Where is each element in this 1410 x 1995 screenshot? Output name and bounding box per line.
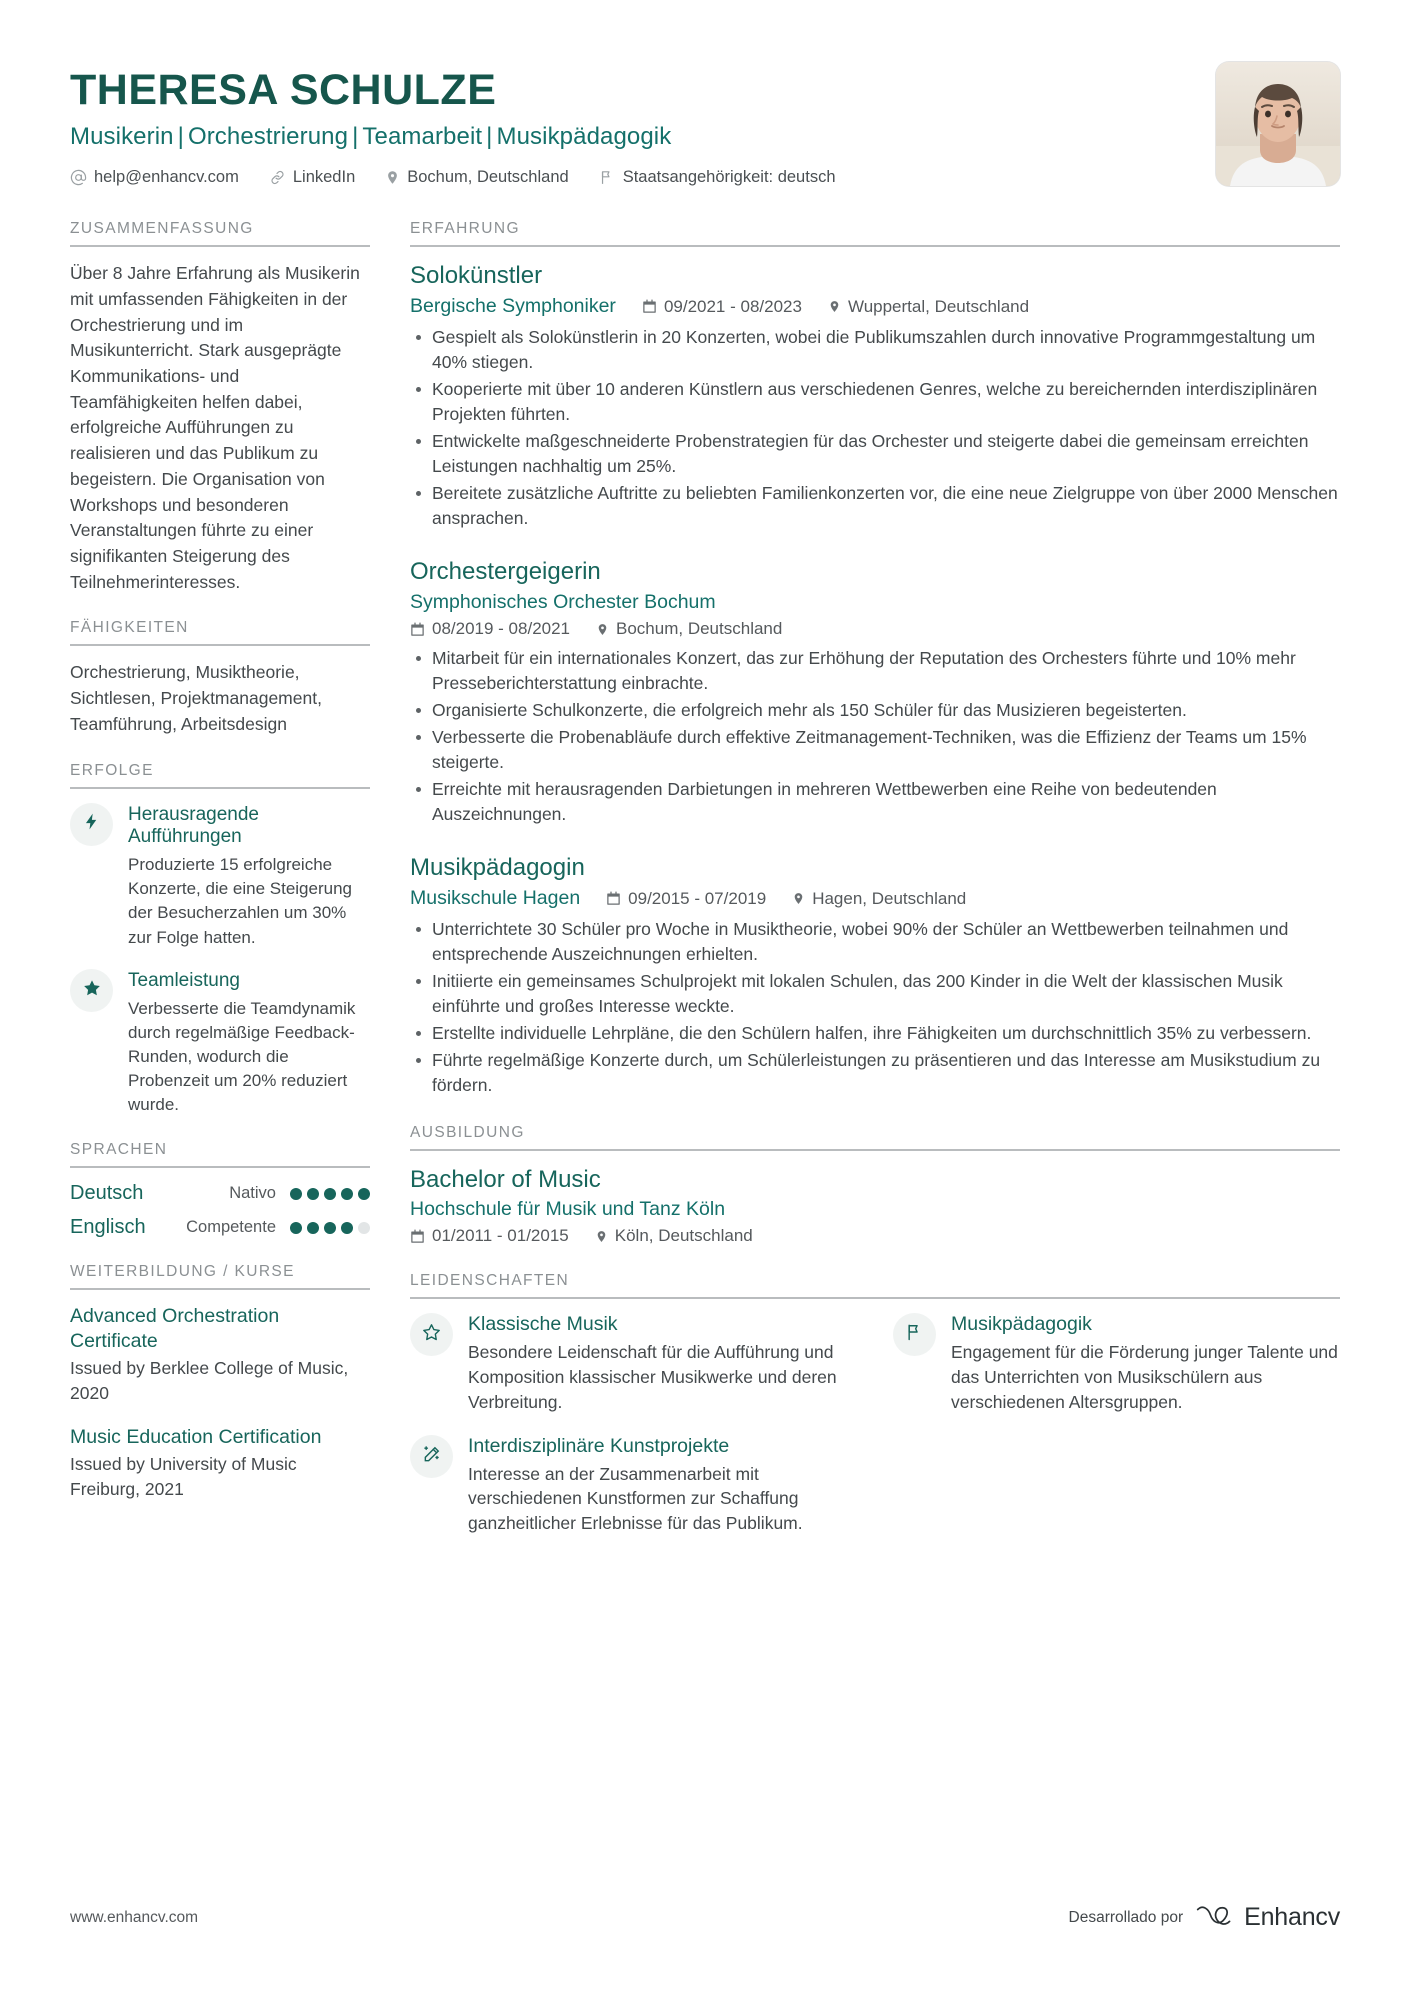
headline-roles — [70, 123, 866, 151]
rating-dot — [341, 1222, 353, 1234]
course-title: Advanced Orchestration Certificate — [70, 1305, 280, 1352]
job-location-label: Hagen, Deutschland — [812, 888, 967, 908]
education-location-label: Köln, Deutschland — [614, 1226, 753, 1246]
location-pin-icon — [595, 1229, 608, 1244]
section-languages-title: SPRACHEN — [70, 1141, 168, 1159]
role-3: Musikpädagogik — [496, 123, 672, 151]
section-achievements-title: ERFOLGE — [70, 761, 154, 779]
language-level: Nativo — [229, 1184, 276, 1203]
section-passions-title: LEIDENSCHAFTEN — [410, 1272, 570, 1290]
job-date — [606, 889, 766, 909]
page-title: THERESA SCHULZE — [70, 66, 497, 114]
passion-desc: Besondere Leidenschaft für die Aufführung und Komposition klassischer Musikwerke und deren Verbreitung. — [468, 1342, 837, 1412]
section-skills — [70, 619, 370, 737]
section-courses — [70, 1263, 370, 1502]
section-experience-title: ERFAHRUNG — [410, 220, 520, 238]
experience-entry — [410, 853, 1340, 1098]
achievement-desc: Produzierte 15 erfolgreiche Konzerte, die eine Steigerung der Besucherzahlen um 30% zur Folge hatten. — [128, 855, 352, 947]
role-1: Orchestrierung — [187, 123, 349, 151]
section-divider — [70, 1166, 370, 1168]
education-school: Hochschule für Musik und Tanz Köln — [410, 1198, 726, 1221]
education-degree: Bachelor of Music — [410, 1166, 601, 1194]
lightning-bolt-icon — [82, 812, 101, 836]
avatar — [1216, 62, 1340, 186]
section-education-title: AUSBILDUNG — [410, 1124, 525, 1142]
section-divider — [70, 1288, 370, 1290]
achievement-title: Herausragende Aufführungen — [128, 803, 259, 848]
section-skills-title: FÄHIGKEITEN — [70, 619, 189, 637]
footer-branding — [1069, 1902, 1340, 1933]
job-location-label: Bochum, Deutschland — [616, 619, 783, 639]
job-meta-row — [410, 887, 1340, 910]
job-company: Bergische Symphoniker — [410, 295, 616, 318]
language-rating-group — [229, 1184, 370, 1203]
star-outline-icon — [421, 1322, 442, 1348]
rating-dot — [324, 1222, 336, 1234]
job-role: Musikpädagogin — [410, 854, 585, 882]
contact-linkedin[interactable] — [269, 168, 355, 187]
achievement-item — [70, 969, 370, 1117]
link-icon — [269, 169, 286, 186]
language-rating-group — [186, 1218, 370, 1237]
section-divider — [70, 245, 370, 247]
passion-body — [468, 1313, 857, 1414]
role-separator-2: | — [486, 123, 493, 151]
passion-body — [951, 1313, 1340, 1414]
contact-linkedin-label: LinkedIn — [292, 168, 356, 187]
language-rating-dots — [290, 1188, 370, 1200]
language-row — [70, 1182, 370, 1205]
job-role: Solokünstler — [410, 262, 543, 290]
job-bullet: Erreichte mit herausragenden Darbietungen in mehreren Wettbewerben eine Reihe von bedeutenden Auszeichnungen. — [410, 777, 1340, 827]
calendar-icon — [642, 299, 657, 314]
course-subtitle: Issued by University of Music Freiburg, 2021 — [70, 1453, 297, 1499]
page-footer — [70, 1902, 1340, 1933]
job-date-label: 09/2015 - 07/2019 — [628, 888, 767, 908]
flag-icon — [599, 169, 616, 186]
job-meta-row — [410, 619, 1340, 639]
section-divider — [410, 1149, 1340, 1151]
section-summary-title: ZUSAMMENFASSUNG — [70, 220, 254, 238]
achievement-body — [128, 803, 370, 950]
job-date-label: 08/2019 - 08/2021 — [432, 619, 571, 639]
brand-name: Enhancv — [1244, 1903, 1340, 1931]
job-bullet: Initiierte ein gemeinsames Schulprojekt mit lokalen Schulen, das 200 Kinder in die Welt der klassischen Musik einführte und großes Interesse weckte. — [410, 969, 1340, 1019]
education-date — [410, 1226, 569, 1246]
job-location — [792, 889, 966, 909]
job-bullet: Erstellte individuelle Lehrpläne, die den Schülern halfen, ihre Fähigkeiten um durchschnittlich 35% zu verbessern. — [410, 1021, 1340, 1046]
language-rating-dots — [290, 1222, 370, 1234]
achievement-item — [70, 803, 370, 950]
language-name: Deutsch — [70, 1182, 144, 1205]
job-meta-row — [410, 295, 1340, 318]
passion-title: Klassische Musik — [468, 1313, 618, 1336]
calendar-icon — [410, 1229, 425, 1244]
achievement-title: Teamleistung — [128, 969, 240, 991]
experience-entry — [410, 261, 1340, 531]
job-bullet: Bereitete zusätzliche Auftritte zu beliebten Familienkonzerten vor, die eine neue Zielgruppe von über 2000 Menschen ansprachen. — [410, 481, 1340, 531]
achievement-badge — [70, 969, 113, 1012]
passion-desc: Engagement für die Förderung junger Talente und das Unterrichten von Musikschülern aus verschiedenen Altersgruppen. — [951, 1342, 1338, 1412]
main-column — [410, 220, 1340, 1558]
section-achievements — [70, 762, 370, 1118]
avatar-illustration — [1216, 62, 1340, 186]
passion-item — [893, 1313, 1340, 1414]
job-date — [410, 619, 570, 639]
section-experience — [410, 220, 1340, 1098]
flag-outline-icon — [905, 1322, 925, 1347]
location-pin-icon — [385, 169, 400, 186]
footer-url[interactable]: www.enhancv.com — [70, 1908, 199, 1926]
location-pin-icon — [792, 891, 805, 906]
passion-desc: Interesse an der Zusammenarbeit mit verschiedenen Kunstformen zur Schaffung ganzheitlicher Erlebnisse für das Publikum. — [468, 1463, 803, 1534]
role-2: Teamarbeit — [362, 123, 483, 151]
skills-text: Orchestrierung, Musiktheorie, Sichtlesen, Projektmanagement, Teamführung, Arbeitsdesign — [70, 662, 322, 734]
rating-dot — [307, 1188, 319, 1200]
location-pin-icon — [596, 622, 609, 637]
enhancv-logo-icon — [1195, 1902, 1235, 1933]
passions-grid — [410, 1313, 1340, 1552]
job-location-label: Wuppertal, Deutschland — [847, 296, 1030, 316]
job-location — [828, 297, 1029, 317]
contact-nationality-label: Staatsangehörigkeit: deutsch — [622, 168, 836, 187]
footer-powered-by: Desarrollado por — [1068, 1908, 1184, 1926]
passion-body — [468, 1435, 857, 1536]
job-company: Symphonisches Orchester Bochum — [410, 591, 716, 614]
calendar-icon — [606, 891, 621, 906]
course-item — [70, 1304, 370, 1405]
calendar-icon — [410, 622, 425, 637]
contact-row — [70, 168, 866, 187]
contact-location — [385, 168, 568, 187]
section-divider — [410, 245, 1340, 247]
passion-title: Musikpädagogik — [951, 1313, 1092, 1336]
role-separator-1: | — [352, 123, 359, 151]
job-bullet: Gespielt als Solokünstlerin in 20 Konzerten, wobei die Publikumszahlen durch innovative Programmgestaltung um 40% stiegen. — [410, 325, 1340, 375]
job-company: Musikschule Hagen — [410, 887, 581, 910]
rating-dot — [290, 1188, 302, 1200]
role-separator-0: | — [177, 123, 184, 151]
brand-lockup[interactable] — [1195, 1902, 1340, 1933]
experience-entry — [410, 557, 1340, 827]
job-bullets — [410, 646, 1340, 827]
job-bullet: Führte regelmäßige Konzerte durch, um Schülerleistungen zu präsentieren und das Interesse am Musikstudium zu fördern. — [410, 1048, 1340, 1098]
summary-text: Über 8 Jahre Erfahrung als Musikerin mit umfassenden Fähigkeiten in der Orchestrierung und im Musikunterricht. Stark ausgeprägte Kommunikations- und Teamfähigkeiten helfen dabei, erfolgreiche Aufführungen zu realisieren und das Publikum zu begeistern. Die Organisation von Workshops und besonderen Veranstaltungen führte zu einer signifikanten Steigerung des Teilnehmerinteresses. — [70, 263, 360, 592]
passion-item — [410, 1313, 857, 1414]
resume-body — [70, 220, 1340, 1558]
achievement-body — [128, 969, 370, 1117]
course-subtitle: Issued by Berklee College of Music, 2020 — [70, 1357, 349, 1403]
achievement-badge — [70, 803, 113, 846]
section-divider — [70, 644, 370, 646]
job-bullets — [410, 917, 1340, 1098]
passion-badge — [893, 1313, 936, 1356]
education-location — [595, 1226, 753, 1246]
section-divider — [410, 1297, 1340, 1299]
job-bullet: Verbesserte die Probenabläufe durch effektive Zeitmanagement-Techniken, was die Effizienz der Teams um 15% steigerte. — [410, 725, 1340, 775]
section-divider — [70, 787, 370, 789]
job-bullet: Kooperierte mit über 10 anderen Künstlern aus verschiedenen Genres, welche zu bereichernden interdisziplinären Projekten führten. — [410, 377, 1340, 427]
contact-email-label: help@enhancv.com — [94, 168, 239, 187]
location-pin-icon — [828, 299, 841, 314]
section-education — [410, 1124, 1340, 1246]
job-date-label: 09/2021 - 08/2023 — [663, 296, 802, 316]
rating-dot — [324, 1188, 336, 1200]
job-bullet: Mitarbeit für ein internationales Konzert, das zur Erhöhung der Reputation des Orchesters führte und 10% mehr Presseberichterstattung einbrachte. — [410, 646, 1340, 696]
rating-dot — [290, 1222, 302, 1234]
star-filled-icon — [82, 978, 102, 1003]
section-courses-title: WEITERBILDUNG / KURSE — [70, 1263, 295, 1281]
role-0: Musikerin — [70, 123, 174, 151]
job-bullet: Unterrichtete 30 Schüler pro Woche in Musiktheorie, wobei 90% der Schüler an Wettbewerben teilnahmen und entsprechende Auszeichnungen erhielten. — [410, 917, 1340, 967]
education-date-label: 01/2011 - 01/2015 — [432, 1226, 569, 1246]
job-bullets — [410, 325, 1340, 531]
course-item — [70, 1425, 370, 1502]
passion-badge — [410, 1435, 453, 1478]
job-company-row — [410, 591, 1340, 614]
education-entry — [410, 1165, 1340, 1246]
passion-badge — [410, 1313, 453, 1356]
section-languages — [70, 1141, 370, 1239]
passion-title: Interdisziplinäre Kunstprojekte — [468, 1434, 730, 1457]
job-date — [642, 297, 802, 317]
sidebar-column — [70, 220, 370, 1558]
job-location — [596, 619, 782, 639]
contact-location-label: Bochum, Deutschland — [407, 168, 569, 187]
section-summary — [70, 220, 370, 595]
language-name: Englisch — [70, 1216, 146, 1239]
achievement-desc: Verbesserte die Teamdynamik durch regelmäßige Feedback-Runden, wodurch die Probenzeit um 20% reduziert wurde. — [128, 998, 356, 1115]
language-row — [70, 1216, 370, 1239]
rating-dot — [358, 1188, 370, 1200]
education-meta-row — [410, 1226, 1340, 1246]
header-text-block — [70, 62, 866, 187]
rating-dot — [341, 1188, 353, 1200]
magic-wand-icon — [422, 1444, 442, 1469]
course-title: Music Education Certification — [70, 1425, 322, 1448]
contact-email[interactable] — [70, 168, 239, 187]
resume-header — [70, 62, 1340, 187]
at-icon — [70, 169, 87, 186]
job-bullet: Entwickelte maßgeschneiderte Probenstrategien für das Orchester und steigerte dabei die gemeinsam erreichten Leistungen nachhaltig um 25%. — [410, 429, 1340, 479]
passion-item — [410, 1435, 857, 1536]
rating-dot — [307, 1222, 319, 1234]
contact-nationality — [599, 168, 836, 187]
section-passions — [410, 1272, 1340, 1552]
rating-dot — [358, 1222, 370, 1234]
job-bullet: Organisierte Schulkonzerte, die erfolgreich mehr als 150 Schüler für das Musizieren begeisterten. — [410, 698, 1340, 723]
language-level: Competente — [186, 1218, 276, 1237]
job-role: Orchestergeigerin — [410, 558, 601, 586]
